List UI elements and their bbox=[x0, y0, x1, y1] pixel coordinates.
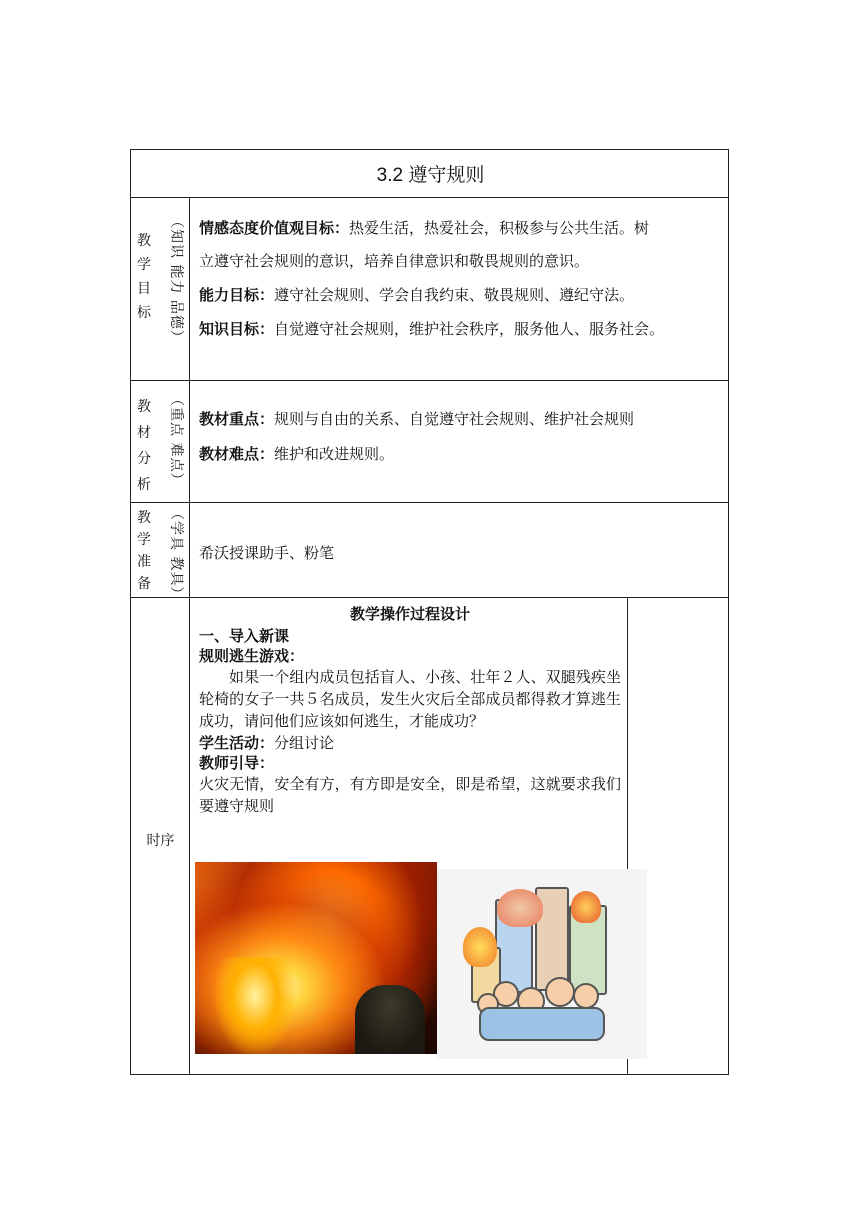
activity-text: 分组讨论 bbox=[274, 734, 335, 752]
goal-text: 热爱生活，热爱社会，积极参与公共生活。树 bbox=[349, 219, 650, 237]
analysis-text: 规则与自由的关系、自觉遵守社会规则、维护社会规则 bbox=[274, 410, 635, 428]
game-description: 如果一个组内成员包括盲人、小孩、壮年２人、双腿残疾坐轮椅的女子一共５名成员，发生火灾后全部成员都得救才算逃生成功，请问他们应该如何逃生，才能成功？ bbox=[199, 668, 621, 730]
goal-heading: 知识目标： bbox=[199, 320, 275, 338]
preparation-label-char: 准 bbox=[137, 554, 151, 570]
analysis-text: 维护和改进规则。 bbox=[274, 445, 395, 463]
process-heading: 教学操作过程设计 bbox=[349, 605, 470, 623]
goals-label-char: 目 bbox=[137, 281, 151, 297]
flame-shape bbox=[571, 891, 601, 923]
goals-sub-label: （知识 能力 品德） bbox=[168, 214, 184, 345]
analysis-content bbox=[199, 409, 727, 464]
person-shape bbox=[545, 977, 575, 1007]
goal-text: 自觉遵守社会规则，维护社会秩序，服务他人、服务社会。 bbox=[274, 320, 665, 338]
flame-shape bbox=[463, 927, 497, 967]
goal-text: 立遵守社会规则的意识，培养自律意识和敬畏规则的意识。 bbox=[199, 252, 590, 270]
goals-label-char: 标 bbox=[137, 305, 151, 321]
analysis-heading: 教材难点： bbox=[199, 445, 275, 463]
goal-heading: 能力目标： bbox=[199, 286, 275, 304]
time-sequence-label: 时序 bbox=[146, 833, 175, 849]
evacuation-cartoon bbox=[437, 869, 647, 1059]
analysis-heading: 教材重点： bbox=[199, 410, 275, 428]
analysis-label-char: 材 bbox=[137, 425, 151, 441]
preparation-label-char: 教 bbox=[137, 510, 151, 526]
section-heading: 一、导入新课 bbox=[199, 627, 290, 645]
goals-label-char: 学 bbox=[137, 257, 151, 273]
process-content bbox=[199, 604, 621, 817]
goals-label-char: 教 bbox=[137, 233, 151, 249]
flame-shape bbox=[497, 889, 543, 927]
guide-text: 火灾无情，安全有方，有方即是安全，即是希望，这就要求我们要遵守规则 bbox=[199, 775, 621, 815]
preparation-label-char: 学 bbox=[137, 532, 151, 548]
goals-content bbox=[199, 218, 727, 339]
goal-text: 遵守社会规则、学会自我约束、敬畏规则、遵纪守法。 bbox=[274, 286, 635, 304]
crowd-bodies bbox=[479, 1007, 605, 1041]
game-title: 规则逃生游戏： bbox=[199, 647, 305, 665]
firefighter-silhouette bbox=[355, 985, 425, 1054]
preparation-label-char: 备 bbox=[137, 576, 151, 592]
analysis-label-char: 析 bbox=[137, 477, 151, 493]
person-shape bbox=[573, 983, 599, 1009]
analysis-label-char: 教 bbox=[137, 399, 151, 415]
guide-heading: 教师引导： bbox=[199, 754, 275, 772]
preparation-sub-label: （学具 教具） bbox=[168, 506, 184, 602]
preparation-content: 希沃授课助手、粉笔 bbox=[199, 544, 335, 562]
activity-heading: 学生活动： bbox=[199, 734, 275, 752]
analysis-label-char: 分 bbox=[137, 451, 151, 467]
lesson-title: 3.2 遵守规则 bbox=[376, 165, 485, 186]
analysis-sub-label: （重点 难点） bbox=[168, 392, 184, 488]
goal-heading: 情感态度价值观目标： bbox=[199, 219, 350, 237]
